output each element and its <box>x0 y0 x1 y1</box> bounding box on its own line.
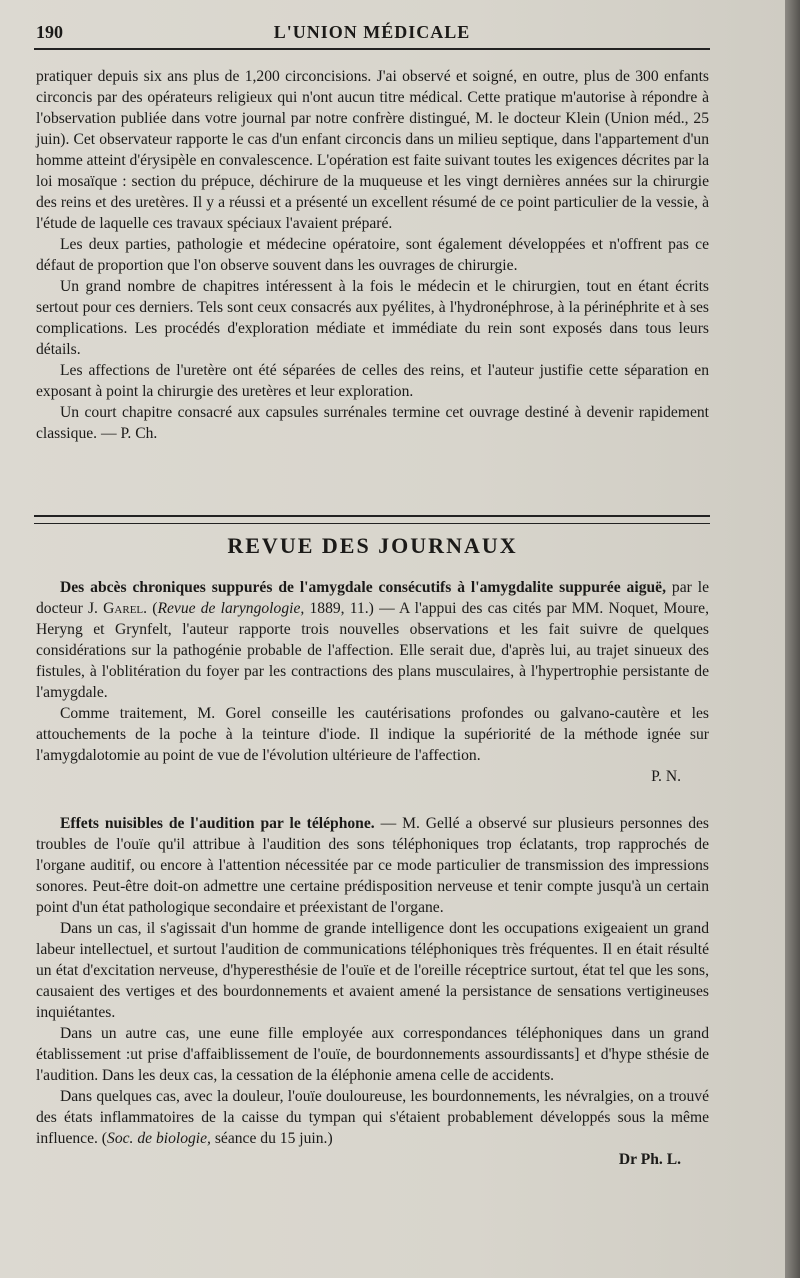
article-amygdale <box>36 577 709 787</box>
journal-name: Soc. de biologie, <box>107 1130 211 1147</box>
paragraph: Les deux parties, pathologie et médecine opératoire, sont également développées et n'offrent pas ce défaut de proportion que l'on observe souvent dans les ouvrages de chirurgie. <box>36 236 709 274</box>
article-paragraph: Dans un autre cas, une eune fille employée aux correspondances téléphoniques dans un grand établissement :ut prise d'affaiblissement de l'ouïe, de bourdonnements assourdissants] et d'hype sthésie de l'audition. Dans les deux cas, la cessation de la éléphonie amena celle de accidents. <box>36 1025 709 1084</box>
article-text: Dans quelques cas, avec la douleur, l'ouïe douloureuse, les bourdonnements, les névralgies, on a trouvé des états inflammatoires de la caisse du tympan qui s'étaient probablement développés sous la même influence. ( <box>36 1088 709 1147</box>
article-text: séance du 15 juin.) <box>210 1130 333 1147</box>
paragraph: Un court chapitre consacré aux capsules surrénales termine cet ouvrage destiné à devenir rapidement classique. — P. Ch. <box>36 404 709 442</box>
article-text: — M. Gellé a observé sur plusieurs personnes des troubles de l'ouïe qu'il attribue à l'audition des sons téléphoniques trop éclatants, trop rapprochés de l'organe auditif, ou encore à l'attention nécessitée par ce mode particulier de transmission des impressions sonores. Peut-être doit-on admettre une certaine prédisposition nerveuse et tenir compte jusqu'à un certain point d'un état pathologique secondaire et préexistant de l'organe. <box>36 815 709 916</box>
article-paragraph <box>36 813 709 918</box>
section-divider <box>34 515 710 524</box>
article-text: 1889, 11.) — A l'appui des cas cités par MM. Noquet, Moure, Heryng et Grynfelt, l'auteur rapporte trois nouvelles observations et les fait suivre de quelques considérations sur la pathogénie probable de l'affection. Elle serait due, d'après lui, au trajet sinueux des fistules, à l'oblitération du foyer par les contractions des plans musculaires, à l'hypertrophie persistante de l'amygdale. <box>36 600 709 701</box>
paragraph: Les affections de l'uretère ont été séparées de celles des reins, et l'auteur justifie cette séparation en exposant à point la chirurgie des uretères et leur exploration. <box>36 362 709 400</box>
signature: Dr Ph. L. <box>618 1151 681 1168</box>
article-paragraph <box>36 577 709 703</box>
byline-prefix: par le docteur J. <box>36 579 709 617</box>
page-header <box>36 22 708 46</box>
section-title: REVUE DES JOURNAUX <box>227 533 518 558</box>
article-paragraph: Comme traitement, M. Gorel conseille les cautérisations profondes ou galvano-cautère et les attouchements de la poche à la teinture d'iode. Il indique la supériorité de la méthode ignée sur l'amygdalotomie au point de vue de l'évolution ultérieure de l'affection. <box>36 705 709 764</box>
article-title: Effets nuisibles de l'audition par le téléphone. <box>60 815 375 832</box>
book-edge <box>785 0 800 1278</box>
page-number: 190 <box>36 22 63 42</box>
running-title: L'UNION MÉDICALE <box>273 22 471 42</box>
signature: P. N. <box>651 768 681 785</box>
reference-open: . ( <box>143 600 158 617</box>
header-rule <box>34 48 710 50</box>
article-paragraph <box>36 1086 709 1149</box>
journal-name: Revue de laryngologie, <box>157 600 305 617</box>
author-name: Garel <box>103 600 144 617</box>
paragraph: Un grand nombre de chapitres intéressent à la fois le médecin et le chirurgien, tout en étant écrits sertout pour ces derniers. Tels sont ceux consacrés aux pyélites, à l'hydronéphrose, à la périnéphrite et à ses complications. Les procédés d'exploration médiate et immédiate du rein sont exposés dans tous leurs détails. <box>36 278 709 358</box>
article-telephone <box>36 813 709 1170</box>
paragraph: pratiquer depuis six ans plus de 1,200 circoncisions. J'ai observé et soigné, en outre, plus de 300 enfants circoncis par des opérateurs religieux qui n'ont aucun titre médical. Cette pratique m'autorise à répondre à l'observation publiée dans votre journal par notre confrère distingué, M. le docteur Klein (Union méd., 25 juin). Cet observateur rapporte le cas d'un enfant circoncis dans un milieu septique, dans l'appartement d'un homme atteint d'érysipèle en convalescence. L'opération est faite suivant toutes les exigences décrites par la loi mosaïque : section du prépuce, déchirure de la muqueuse et les vingt dernières années sur la chirurgie des reins et des uretères. Il y a réussi et a présenté un excellent résumé de ce point particulier de la vessie, à l'étude de laquelle ces travaux spéciaux l'avaient préparé. <box>36 68 709 232</box>
top-text-block <box>36 66 709 444</box>
article-paragraph: Dans un cas, il s'agissait d'un homme de grande intelligence dont les occupations exigeaient un grand labeur intellectuel, et surtout l'audition de communications téléphoniques très fréquentes. Il en était résulté un état d'excitation nerveuse, d'hyperesthésie de l'ouïe et de l'oreille réceptrice surtout, état tel que les sons, causaient des vertiges et des bourdonnements et avaient amené la persistance de sensations vertigineuses inquiétantes. <box>36 920 709 1021</box>
article-title: Des abcès chroniques suppurés de l'amygdale consécutifs à l'amygdalite suppurée aiguë, <box>60 579 666 596</box>
